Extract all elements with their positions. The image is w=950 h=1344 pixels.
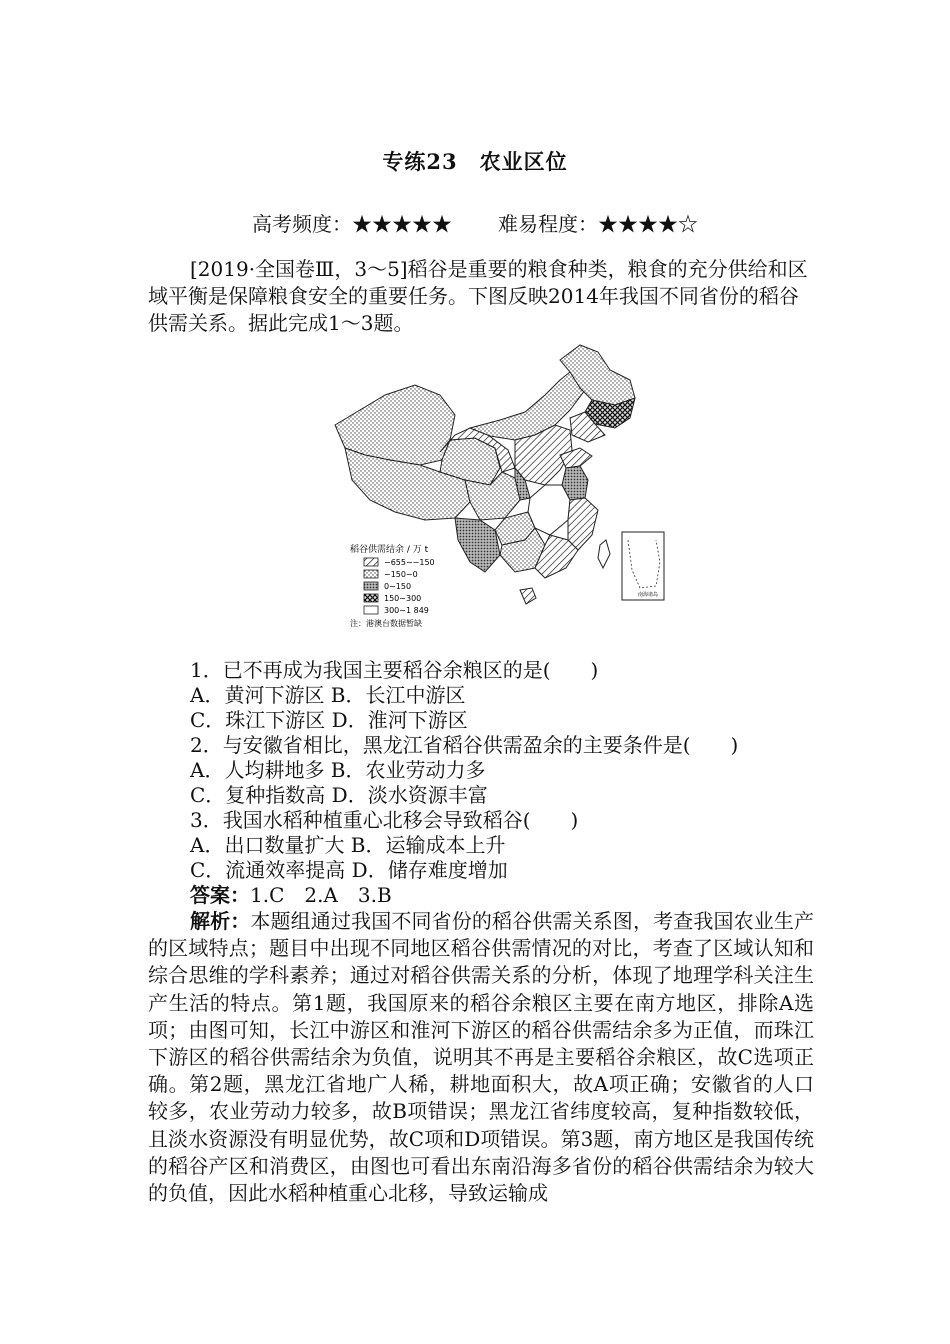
svg-text:0∼150: 0∼150 bbox=[384, 582, 412, 591]
analysis-paragraph bbox=[148, 908, 814, 1207]
legend-item bbox=[364, 558, 435, 567]
region-yunnan bbox=[455, 518, 500, 572]
svg-text:300∼1 849: 300∼1 849 bbox=[384, 606, 429, 615]
questions-section bbox=[148, 658, 814, 1207]
china-map-figure bbox=[330, 340, 670, 632]
question-2-stem: 2．与安徽省相比，黑龙江省稻谷供需盈余的主要条件是( ) bbox=[190, 733, 739, 757]
frequency-stars: ★★★★★ bbox=[352, 212, 452, 236]
south-china-sea-inset bbox=[622, 532, 664, 600]
inset-label: 南海诸岛 bbox=[637, 592, 659, 598]
answer-label: 答案： bbox=[190, 883, 250, 907]
answer-text: 1.C 2.A 3.B bbox=[250, 883, 392, 907]
question-1-options-ab: A．黄河下游区 B．长江中游区 bbox=[190, 683, 466, 707]
region-zhejiang-fujian bbox=[568, 498, 598, 550]
svg-text:−150∼0: −150∼0 bbox=[384, 570, 418, 579]
answer-line bbox=[148, 883, 814, 908]
svg-text:150∼300: 150∼300 bbox=[384, 594, 422, 603]
question-3-options-cd: C．流通效率提高 D．储存难度增加 bbox=[190, 858, 508, 882]
question-3-options-ab: A．出口数量扩大 B．运输成本上升 bbox=[190, 833, 506, 857]
question-2-options-cd: C．复种指数高 D．淡水资源丰富 bbox=[190, 783, 488, 807]
question-1-stem: 1．已不再成为我国主要稻谷余粮区的是( ) bbox=[190, 658, 599, 682]
question-3-stem: 3．我国水稻种植重心北移会导致稻谷( ) bbox=[190, 808, 579, 832]
legend-item bbox=[364, 594, 421, 603]
difficulty-label: 难易程度： bbox=[498, 212, 598, 236]
question-2-options-ab: A．人均耕地多 B．农业劳动力多 bbox=[190, 758, 486, 782]
page-title: 专练23 农业区位 bbox=[382, 149, 568, 174]
intro-paragraph: [2019·全国卷Ⅲ，3～5]稻谷是重要的粮食种类，粮食的充分供给和区域平衡是保障粮食安全的重要任务。下图反映2014年我国不同省份的稻谷供需关系。据此完成1～3题。 bbox=[148, 257, 808, 335]
svg-text:−655∼−150: −655∼−150 bbox=[384, 558, 435, 567]
legend-item bbox=[364, 606, 429, 615]
region-taiwan bbox=[598, 540, 610, 568]
frequency-label: 高考频度： bbox=[252, 212, 352, 236]
map-note: 注：港澳台数据暂缺 bbox=[350, 619, 422, 628]
rice-supply-demand-map bbox=[330, 340, 670, 632]
difficulty-stars: ★★★★☆ bbox=[598, 212, 698, 236]
analysis-text: 本题组通过我国不同省份的稻谷供需关系图，考查我国农业生产的区域特点；题目中出现不同地区稻谷供需情况的对比，考查了区域认知和综合思维的学科素养；通过对稻谷供需关系的分析，体现了地理学科关注生产生活的特点。第1题，我国原来的稻谷余粮区主要在南方地区，排除A选项；由图可知，长江中游区和淮河下游区的稻谷供需结余多为正值，而珠江下游区的稻谷供需结余为负值，说明其不再是主要稻谷余粮区，故C选项正确。第2题，黑龙江省地广人稀，耕地面积大，故A项正确；安徽省的人口较多，农业劳动力较多，故B项错误；黑龙江省纬度较高，复种指数较低，且淡水资源没有明显优势，故C项和D项错误。第3题，南方地区是我国传统的稻谷产区和消费区，由图也可看出东南沿海多省份的稻谷供需结余为较大的负值，因此水稻种植重心北移，导致运输成 bbox=[148, 909, 815, 1206]
analysis-label: 解析： bbox=[190, 909, 251, 933]
legend-item bbox=[364, 570, 418, 579]
frequency-difficulty-line bbox=[0, 208, 950, 237]
legend-item bbox=[364, 582, 411, 591]
legend-title: 稻谷供需结余 / 万 t bbox=[350, 545, 429, 555]
question-1-options-cd: C．珠江下游区 D．淮河下游区 bbox=[190, 708, 468, 732]
map-legend bbox=[350, 543, 435, 628]
region-hainan bbox=[520, 588, 536, 604]
